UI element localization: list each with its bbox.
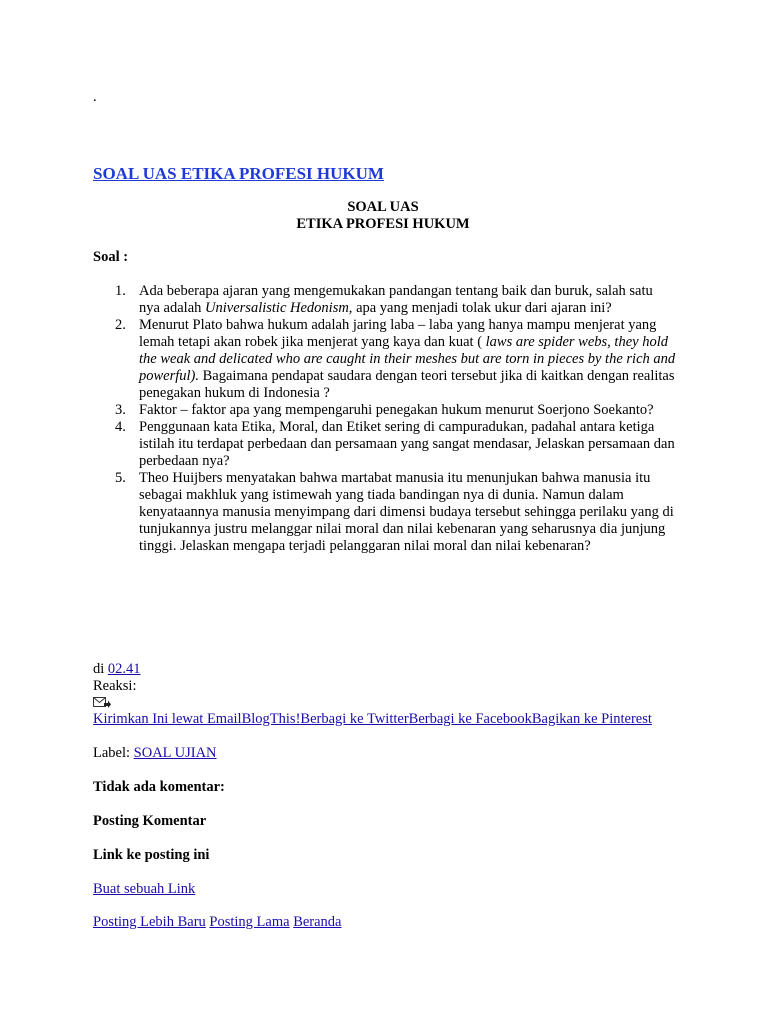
question-text-part: Faktor – faktor apa yang mempengaruhi penegakan hukum menurut Soerjono Soekanto? [139,402,654,418]
question-item [93,470,677,555]
share-facebook-link[interactable]: Berbagi ke Facebook [408,711,532,727]
newer-posts-link[interactable]: Posting Lebih Baru [93,914,206,930]
heading-line-2: ETIKA PROFESI HUKUM [296,216,470,232]
question-text-part: apa yang menjadi tolak ukur dari ajaran ini? [352,300,612,316]
share-email-link[interactable]: Kirimkan Ini lewat Email [93,711,242,727]
question-text [139,402,654,418]
label-link[interactable]: SOAL UJIAN [133,745,217,761]
post-comment-heading: Posting Komentar [93,813,207,829]
backlinks-heading: Link ke posting ini [93,847,210,863]
question-item [93,419,677,470]
question-number: 5. [115,470,126,486]
post-title-link[interactable]: SOAL UAS ETIKA PROFESI HUKUM [93,164,384,183]
timestamp-prefix: di [93,661,108,677]
share-pinterest-link[interactable]: Bagikan ke Pinterest [531,711,652,727]
create-link-wrap [93,881,693,898]
older-posts-link[interactable]: Posting Lama [209,914,290,930]
question-text-italic: Universalistic Hedonism, [205,300,353,316]
question-number: 2. [115,317,126,333]
question-number: 4. [115,419,126,435]
question-text-part: Bagaimana pendapat saudara dengan teori tersebut jika di kaitkan dengan realitas penegakan hukum di Indonesia ? [139,368,675,401]
question-list [93,283,677,555]
soal-label: Soal : [93,249,129,265]
create-link[interactable]: Buat sebuah Link [93,881,196,897]
question-text-italic: laws are spider webs, they hold the weak and delicated who are caught in their meshes but are torn in pieces by the rich and powerful). [139,334,676,384]
no-comments-heading: Tidak ada komentar: [93,779,225,795]
email-arrow-icon[interactable] [93,697,111,708]
question-number: 1. [115,283,126,299]
question-text-part: Theo Huijbers menyatakan bahwa martabat manusia itu menunjukan bahwa manusia itu sebagai makhluk yang istimewah yang tiada bandingan nya di dunia. Namun dalam kenyataannya manusia menyimpang dari dimensi budaya tersebut sehingga perilaku yang di tunjukannya justru melanggar nilai moral dan nilai kebenaran yang seharusnya dia junjung tinggi. Jelaskan mengapa terjadi pelanggaran nilai moral dan nilai kebenaran? [139,470,674,554]
heading-line-1: SOAL UAS [347,199,419,215]
stray-dot: . [93,89,97,105]
question-item [93,283,677,317]
home-link[interactable]: Beranda [293,914,342,930]
share-links [93,711,653,728]
question-text-part: Penggunaan kata Etika, Moral, dan Etiket sering di campuradukan, padahal antara ketiga istilah itu terdapat perbedaan dan persamaan yang sangat mendasar, Jelaskan persamaan dan perbedaan nya? [139,419,675,469]
share-twitter-link[interactable]: Berbagi ke Twitter [300,711,409,727]
question-text [139,283,653,316]
question-text [139,470,674,554]
share-blogthis-link[interactable]: BlogThis! [241,711,301,727]
question-text [139,419,675,469]
question-item [93,402,677,419]
label-prefix: Label: [93,745,134,761]
question-text [139,317,675,401]
reactions-label: Reaksi: [93,678,137,694]
post-title [93,164,384,184]
question-item [93,317,677,402]
question-text-part: Ada beberapa ajaran yang mengemukakan pandangan tentang baik dan buruk, salah satu nya adalah [139,283,653,316]
question-text-part: Menurut Plato bahwa hukum adalah jaring laba – laba yang hanya mampu menjerat yang lemah tetapi akan robek jika menjerat yang kaya dan kuat ( [139,317,657,350]
blog-pager [93,914,693,931]
timestamp-link[interactable]: 02.41 [107,661,141,677]
post-labels [93,745,693,762]
post-timestamp-line [93,661,693,678]
question-number: 3. [115,402,126,418]
